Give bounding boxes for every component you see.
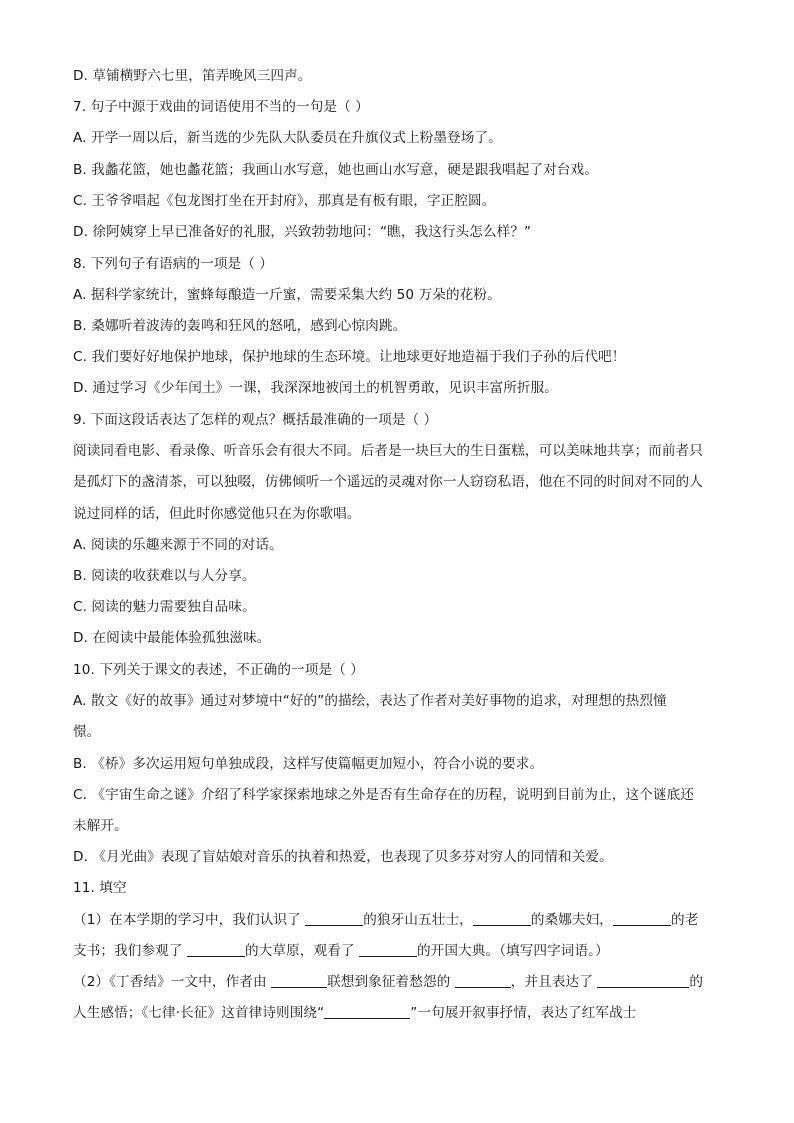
q7-option-c: C. 王爷爷唱起《包龙图打坐在开封府》，那真是有板有眼，字正腔圆。 bbox=[73, 193, 496, 209]
answer-blank[interactable] bbox=[187, 942, 245, 957]
q11-text: （2）《丁香结》一文中，作者由 bbox=[73, 974, 272, 990]
q11-text: 的开国大典。（填写四字词语。） bbox=[416, 943, 609, 959]
answer-blank[interactable] bbox=[597, 973, 689, 988]
q10-option-a: A. 散文《好的故事》通过对梦境中“好的”的描绘，表达了作者对美好事物的追求，对理想的热烈憧 bbox=[73, 693, 667, 709]
q9-option-a: A. 阅读的乐趣来源于不同的对话。 bbox=[73, 537, 283, 553]
answer-blank[interactable] bbox=[305, 911, 363, 926]
q11-stem: 11. 填空 bbox=[73, 880, 127, 896]
q9-passage-line: 说过同样的话，但此时你感觉他只在为你歌唱。 bbox=[73, 506, 361, 522]
q11-text: （1）在本学期的学习中，我们认识了 bbox=[73, 912, 306, 928]
answer-blank[interactable] bbox=[613, 911, 671, 926]
q7-option-a: A. 开学一周以后，新当选的少先队大队委员在升旗仪式上粉墨登场了。 bbox=[73, 130, 502, 146]
q11-text: 支书；我们参观了 bbox=[73, 943, 187, 959]
q7-option-b: B. 我蠡花篮，她也蠡花篮；我画山水写意，她也画山水写意，硬是跟我唱起了对台戏。 bbox=[73, 162, 598, 178]
q11-part2-line2 bbox=[73, 1004, 733, 1022]
q11-text: 的狼牙山五壮士， bbox=[363, 912, 473, 928]
q8-option-b: B. 桑娜听着波涛的轰鸣和狂风的怒吼，感到心惊肉跳。 bbox=[73, 318, 407, 334]
q9-stem: 9. 下面这段话表达了怎样的观点？概括最准确的一项是（ ） bbox=[73, 412, 438, 428]
q8-option-c: C. 我们要好好地保护地球，保护地球的生态环境。让地球更好地造福于我们子孙的后代吧！ bbox=[73, 349, 626, 365]
q11-part1-line1 bbox=[73, 911, 733, 929]
q11-text: 的老 bbox=[671, 912, 699, 928]
q7-option-d: D. 徐阿姨穿上早已准备好的礼服，兴致勃勃地问：“瞧，我这行头怎么样？” bbox=[73, 224, 532, 240]
q11-text: 的 bbox=[689, 974, 704, 990]
q9-option-b: B. 阅读的收获难以与人分享。 bbox=[73, 568, 256, 584]
q11-part2-line1 bbox=[73, 973, 733, 991]
answer-blank[interactable] bbox=[359, 942, 417, 957]
q11-text: ，并且表达了 bbox=[510, 974, 598, 990]
q10-option-d: D. 《月光曲》表现了盲姑娘对音乐的执着和热爱，也表现了贝多芬对穷人的同情和关爱。 bbox=[73, 849, 613, 865]
q10-option-c-cont: 未解开。 bbox=[73, 818, 128, 834]
q7-stem: 7. 句子中源于戏曲的词语使用不当的一句是（ ） bbox=[73, 99, 369, 115]
q9-option-d: D. 在阅读中最能体验孤独滋味。 bbox=[73, 630, 271, 646]
q8-option-d: D. 通过学习《少年闰土》一课，我深深地被闰土的机智勇敢，见识丰富所折服。 bbox=[73, 380, 558, 396]
q11-text: 的桑娜夫妇， bbox=[530, 912, 614, 928]
q10-option-c: C. 《宇宙生命之谜》介绍了科学家探索地球之外是否有生命存在的历程，说明到目前为止，这个谜底还 bbox=[73, 787, 694, 803]
q11-text: 人生感悟；《七律·长征》这首律诗则围绕“ bbox=[73, 1005, 325, 1021]
answer-blank[interactable] bbox=[455, 973, 511, 988]
q11-text: 联想到象征着愁怨的 bbox=[327, 974, 455, 990]
answer-blank[interactable] bbox=[473, 911, 531, 926]
q10-stem: 10. 下列关于课文的表述，不正确的一项是（ ） bbox=[73, 662, 364, 678]
q9-passage-line: 是孤灯下的盏清茶，可以独啜，仿佛倾听一个遥远的灵魂对你一人窃窃私语，他在不同的时间对不同的人 bbox=[73, 474, 703, 490]
q11-text: 的大草原，观看了 bbox=[244, 943, 359, 959]
q10-option-b: B. 《桥》多次运用短句单独成段，这样写使篇幅更加短小，符合小说的要求。 bbox=[73, 756, 544, 772]
q9-passage-line: 阅读同看电影、看录像、听音乐会有很大不同。后者是一块巨大的生日蛋糕，可以美味地共享；而前者只 bbox=[73, 443, 703, 459]
answer-blank[interactable] bbox=[324, 1004, 410, 1019]
answer-blank[interactable] bbox=[271, 973, 327, 988]
q10-option-a-cont: 憬。 bbox=[73, 724, 101, 740]
q8-option-a: A. 据科学家统计，蜜蜂每酿造一斤蜜，需要采集大约 50 万朵的花粉。 bbox=[73, 287, 501, 303]
q6-option-d: D. 草铺横野六七里，笛弄晚风三四声。 bbox=[73, 68, 312, 84]
q11-part1-line2 bbox=[73, 942, 733, 960]
q9-option-c: C. 阅读的魅力需要独自品味。 bbox=[73, 599, 256, 615]
q11-text: ”一句展开叙事抒情，表达了红军战士 bbox=[410, 1005, 637, 1021]
q8-stem: 8. 下列句子有语病的一项是（ ） bbox=[73, 256, 274, 272]
